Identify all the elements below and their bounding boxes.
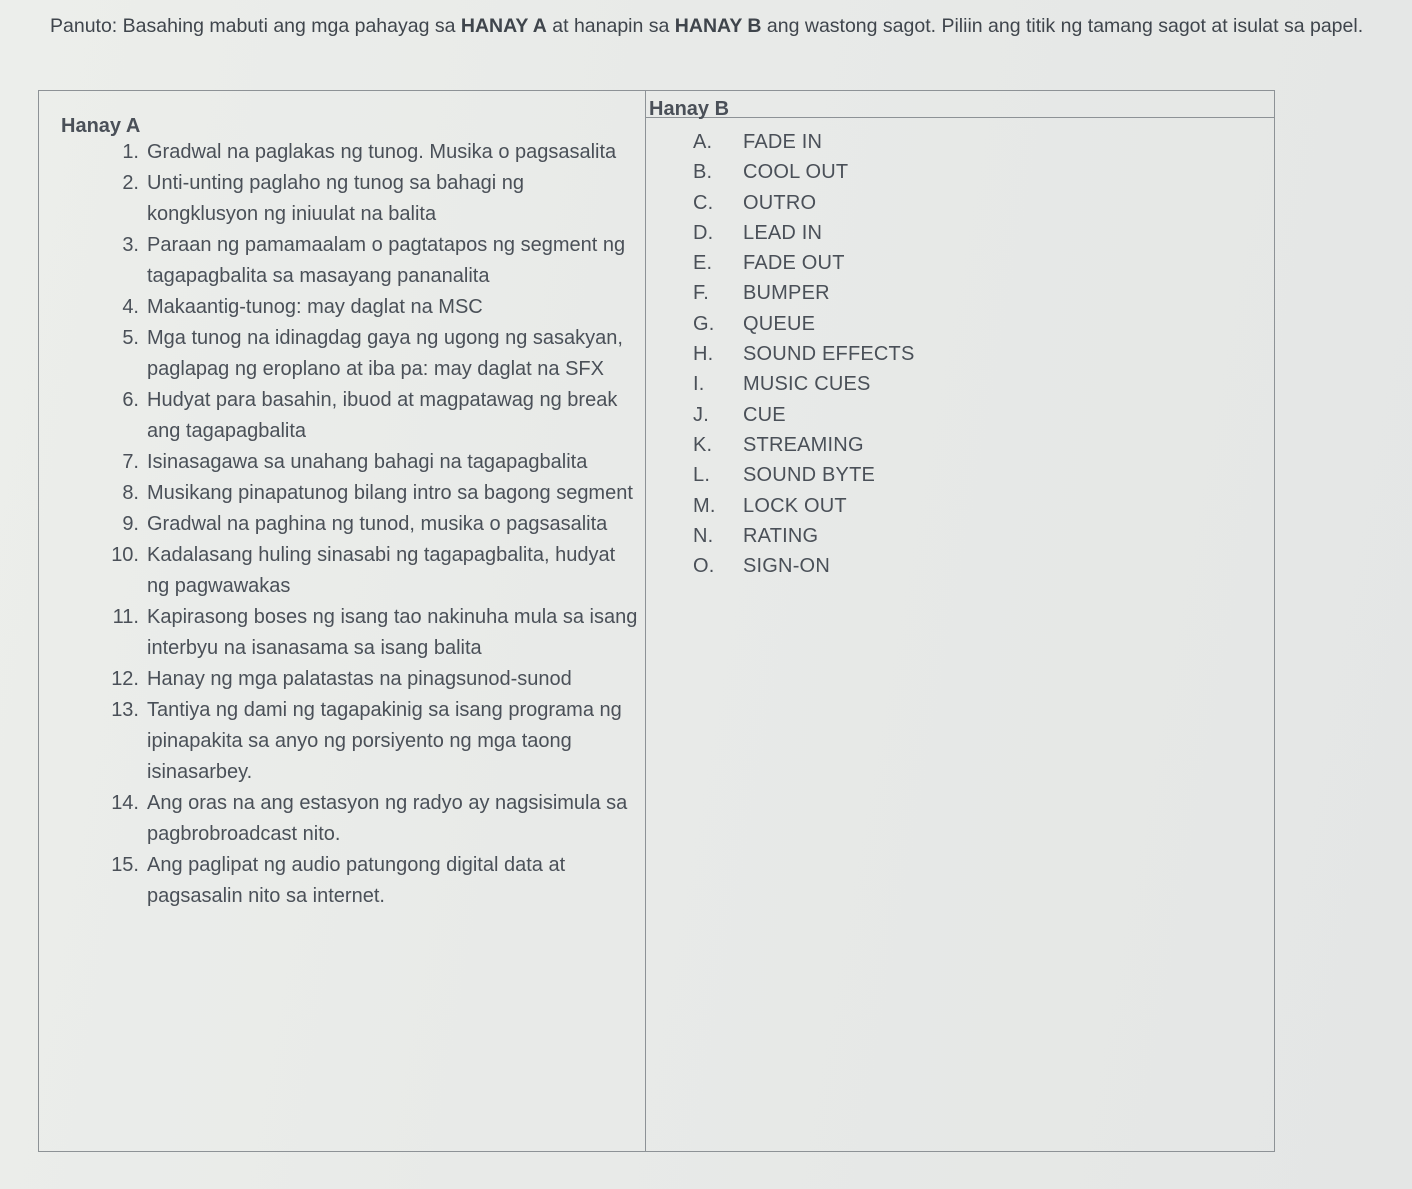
item-number: 15. bbox=[111, 854, 139, 876]
hanay-b-item bbox=[693, 278, 915, 308]
choice-letter: L. bbox=[693, 464, 711, 487]
hanay-a-item bbox=[99, 385, 639, 447]
item-text: Hanay ng mga palatastas na pinagsunod-sunod bbox=[147, 668, 572, 690]
choice-text: CUE bbox=[743, 403, 786, 426]
item-text: Kapirasong boses ng isang tao nakinuha mula sa isang interbyu na isanasama sa isang balita bbox=[147, 606, 638, 659]
hanay-b-item bbox=[693, 127, 915, 157]
item-text: Makaantig-tunog: may daglat na MSC bbox=[147, 296, 483, 318]
choice-letter: J. bbox=[693, 403, 709, 426]
hanay-b-item bbox=[693, 460, 915, 490]
item-number: 12. bbox=[111, 668, 139, 690]
hanay-a-item bbox=[99, 664, 639, 695]
hanay-a-item bbox=[99, 478, 639, 509]
hanay-b-item bbox=[693, 400, 915, 430]
hanay-b-item bbox=[693, 339, 915, 369]
item-text: Unti-unting paglaho ng tunog sa bahagi ng kongklusyon ng iniuulat na balita bbox=[147, 172, 524, 225]
item-text: Kadalasang huling sinasabi ng tagapagbalita, hudyat ng pagwawakas bbox=[147, 544, 616, 597]
choice-letter: H. bbox=[693, 343, 714, 366]
hanay-a-item bbox=[99, 788, 639, 850]
item-text: Ang paglipat ng audio patungong digital data at pagsasalin nito sa internet. bbox=[147, 854, 566, 907]
choice-text: QUEUE bbox=[743, 312, 816, 335]
item-text: Musikang pinapatunog bilang intro sa bagong segment bbox=[147, 482, 633, 504]
directions-hanay-a: HANAY A bbox=[460, 15, 547, 37]
hanay-a-item bbox=[99, 447, 639, 478]
hanay-a-item bbox=[99, 137, 639, 168]
item-number: 4. bbox=[122, 296, 139, 318]
choice-letter: F. bbox=[693, 282, 709, 305]
item-text: Paraan ng pamamaalam o pagtatapos ng segment ng tagapagbalita sa masayang pananalita bbox=[147, 234, 626, 287]
hanay-a-item bbox=[99, 509, 639, 540]
choice-letter: I. bbox=[693, 373, 705, 396]
hanay-a-list bbox=[99, 137, 639, 912]
choice-letter: G. bbox=[693, 312, 715, 335]
item-number: 10. bbox=[111, 544, 139, 566]
directions-hanay-b: HANAY B bbox=[674, 15, 762, 37]
hanay-b-list bbox=[693, 127, 915, 581]
choice-text: STREAMING bbox=[743, 433, 864, 456]
hanay-a-item bbox=[99, 168, 639, 230]
choice-letter: E. bbox=[693, 252, 713, 275]
choice-letter: B. bbox=[693, 161, 713, 184]
hanay-a-item bbox=[99, 230, 639, 292]
directions-suffix: ang wastong sagot. Piliin ang titik ng tamang sagot at isulat sa papel. bbox=[761, 15, 1364, 37]
choice-letter: N. bbox=[693, 524, 714, 547]
hanay-b-item bbox=[693, 188, 915, 218]
hanay-b-item bbox=[693, 369, 915, 399]
matching-table bbox=[38, 90, 1275, 1152]
hanay-a-item bbox=[99, 602, 639, 664]
item-number: 6. bbox=[122, 389, 139, 411]
item-number: 7. bbox=[122, 451, 139, 473]
item-text: Gradwal na paghina ng tunod, musika o pagsasalita bbox=[147, 513, 608, 535]
choice-text: COOL OUT bbox=[743, 161, 849, 184]
choice-text: BUMPER bbox=[743, 282, 830, 305]
item-text: Hudyat para basahin, ibuod at magpatawag ng break ang tagapagbalita bbox=[147, 389, 618, 442]
directions-prefix: Panuto: Basahing mabuti ang mga pahayag sa bbox=[50, 15, 461, 37]
choice-letter: A. bbox=[693, 131, 713, 153]
hanay-b-item bbox=[693, 521, 915, 551]
item-number: 13. bbox=[111, 699, 139, 721]
directions-text bbox=[50, 10, 1400, 43]
item-number: 2. bbox=[122, 172, 139, 194]
column-divider bbox=[645, 91, 646, 1151]
hanay-a-item bbox=[99, 540, 639, 602]
item-text: Gradwal na paglakas ng tunog. Musika o pagsasalita bbox=[147, 141, 617, 163]
choice-text: OUTRO bbox=[743, 191, 817, 214]
item-text: Ang oras na ang estasyon ng radyo ay nagsisimula sa pagbrobroadcast nito. bbox=[147, 792, 628, 845]
choice-text: LOCK OUT bbox=[743, 494, 847, 517]
item-text: Tantiya ng dami ng tagapakinig sa isang programa ng ipinapakita sa anyo ng porsiyento ng mga taong isinasarbey. bbox=[147, 699, 622, 783]
item-text: Mga tunog na idinagdag gaya ng ugong ng sasakyan, paglapag ng eroplano at iba pa: may daglat na SFX bbox=[147, 327, 623, 380]
item-number: 5. bbox=[122, 327, 139, 349]
choice-text: SOUND EFFECTS bbox=[743, 343, 915, 366]
header-hanay-a: Hanay A bbox=[61, 115, 141, 137]
choice-letter: M. bbox=[693, 494, 716, 517]
hanay-b-item bbox=[693, 491, 915, 521]
directions-middle: at hanapin sa bbox=[546, 15, 675, 37]
header-divider bbox=[645, 117, 1275, 118]
item-number: 9. bbox=[122, 513, 139, 535]
hanay-a-item bbox=[99, 850, 639, 912]
item-number: 11. bbox=[112, 606, 139, 628]
hanay-b-item bbox=[693, 430, 915, 460]
choice-letter: D. bbox=[693, 221, 714, 244]
hanay-a-item bbox=[99, 292, 639, 323]
choice-text: LEAD IN bbox=[743, 221, 823, 244]
choice-text: FADE IN bbox=[743, 131, 823, 153]
choice-text: FADE OUT bbox=[743, 252, 845, 275]
hanay-a-item bbox=[99, 323, 639, 385]
hanay-b-item bbox=[693, 157, 915, 187]
item-number: 3. bbox=[122, 234, 139, 256]
item-number: 8. bbox=[122, 482, 139, 504]
item-number: 1. bbox=[122, 141, 139, 163]
choice-text: RATING bbox=[743, 524, 819, 547]
hanay-b-item bbox=[693, 309, 915, 339]
header-hanay-b: Hanay B bbox=[649, 98, 730, 120]
choice-text: MUSIC CUES bbox=[743, 373, 871, 396]
item-text: Isinasagawa sa unahang bahagi na tagapagbalita bbox=[147, 451, 588, 473]
hanay-a-item bbox=[99, 695, 639, 788]
choice-letter: K. bbox=[693, 433, 713, 456]
choice-letter: O. bbox=[693, 555, 715, 578]
choice-letter: C. bbox=[693, 191, 714, 214]
hanay-b-item bbox=[693, 551, 915, 581]
choice-text: SIGN-ON bbox=[743, 555, 830, 578]
hanay-b-item bbox=[693, 218, 915, 248]
hanay-b-item bbox=[693, 248, 915, 278]
item-number: 14. bbox=[111, 792, 139, 814]
choice-text: SOUND BYTE bbox=[743, 464, 876, 487]
